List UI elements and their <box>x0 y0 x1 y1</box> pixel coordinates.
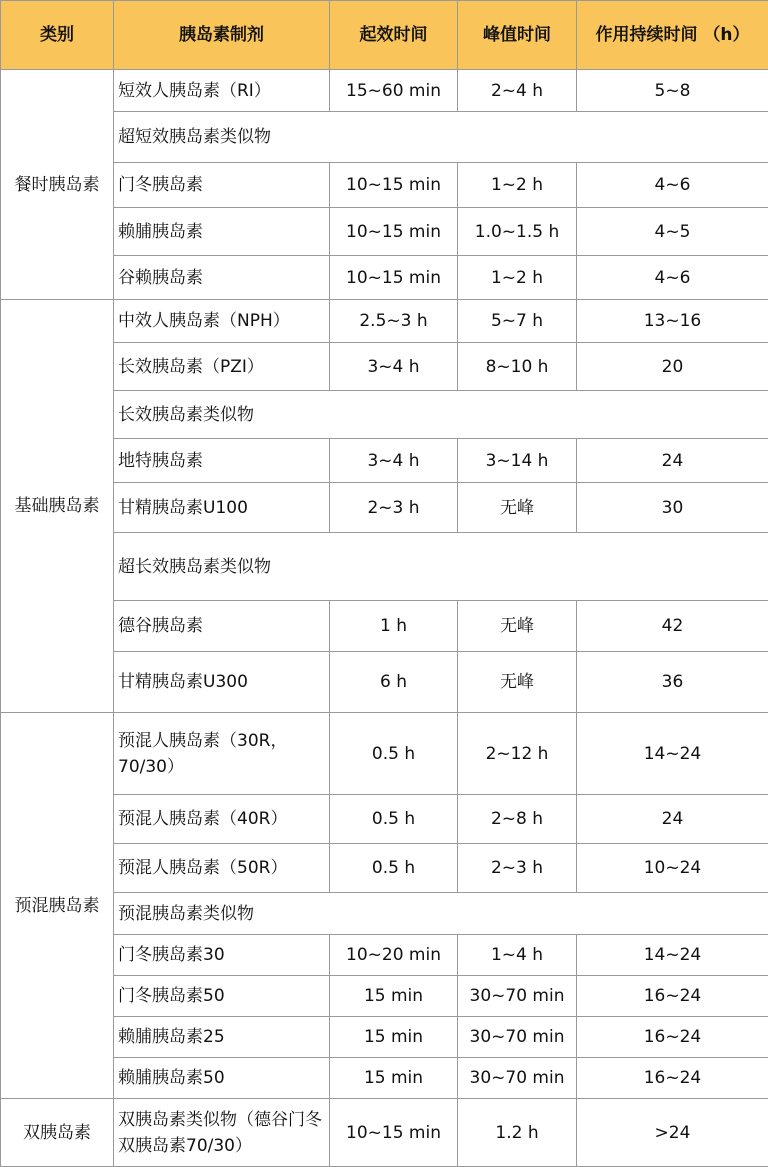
onset-cell: 0.5 h <box>330 795 458 844</box>
subheading-row <box>1 391 768 439</box>
preparation-cell: 门冬胰岛素50 <box>114 976 330 1017</box>
header-category: 类别 <box>1 1 114 70</box>
subheading-cell: 超短效胰岛素类似物 <box>114 112 768 163</box>
preparation-cell: 赖脯胰岛素25 <box>114 1017 330 1058</box>
peak-cell: 5~7 h <box>458 300 577 343</box>
duration-cell: 4~6 <box>577 163 768 208</box>
table-row <box>1 795 768 844</box>
preparation-cell: 德谷胰岛素 <box>114 601 330 652</box>
subheading-cell: 超长效胰岛素类似物 <box>114 533 768 601</box>
onset-cell: 15 min <box>330 976 458 1017</box>
subheading-row <box>1 533 768 601</box>
duration-cell: 10~24 <box>577 844 768 893</box>
onset-cell: 6 h <box>330 652 458 713</box>
onset-cell: 15~60 min <box>330 70 458 112</box>
table-row <box>1 935 768 976</box>
duration-cell: 36 <box>577 652 768 713</box>
duration-cell: 24 <box>577 795 768 844</box>
header-preparation: 胰岛素制剂 <box>114 1 330 70</box>
duration-cell: 5~8 <box>577 70 768 112</box>
duration-cell: 16~24 <box>577 1017 768 1058</box>
preparation-cell: 谷赖胰岛素 <box>114 256 330 300</box>
preparation-cell: 门冬胰岛素30 <box>114 935 330 976</box>
category-cell: 基础胰岛素 <box>1 300 114 713</box>
onset-cell: 1 h <box>330 601 458 652</box>
category-cell: 预混胰岛素 <box>1 713 114 1099</box>
table-row <box>1 163 768 208</box>
preparation-cell: 门冬胰岛素 <box>114 163 330 208</box>
peak-cell: 1~2 h <box>458 256 577 300</box>
peak-cell: 2~4 h <box>458 70 577 112</box>
table-row <box>1 1099 768 1167</box>
onset-cell: 10~15 min <box>330 256 458 300</box>
table-row <box>1 208 768 256</box>
duration-cell: 30 <box>577 483 768 533</box>
preparation-cell: 预混人胰岛素（50R） <box>114 844 330 893</box>
table-row <box>1 256 768 300</box>
peak-cell: 30~70 min <box>458 976 577 1017</box>
peak-cell: 30~70 min <box>458 1017 577 1058</box>
preparation-cell: 预混人胰岛素（30R，70/30） <box>114 713 330 795</box>
peak-cell: 2~8 h <box>458 795 577 844</box>
peak-cell: 2~12 h <box>458 713 577 795</box>
onset-cell: 2~3 h <box>330 483 458 533</box>
peak-cell: 30~70 min <box>458 1058 577 1099</box>
preparation-cell: 双胰岛素类似物（德谷门冬双胰岛素70/30） <box>114 1099 330 1167</box>
category-cell: 餐时胰岛素 <box>1 70 114 300</box>
duration-cell: 14~24 <box>577 935 768 976</box>
peak-cell: 无峰 <box>458 601 577 652</box>
duration-cell: 24 <box>577 439 768 483</box>
table-row <box>1 1017 768 1058</box>
duration-cell: 42 <box>577 601 768 652</box>
header-duration: 作用持续时间 （h） <box>577 1 768 70</box>
table-row <box>1 343 768 391</box>
onset-cell: 2.5~3 h <box>330 300 458 343</box>
table-row <box>1 976 768 1017</box>
peak-cell: 1.0~1.5 h <box>458 208 577 256</box>
duration-cell: 20 <box>577 343 768 391</box>
onset-cell: 10~20 min <box>330 935 458 976</box>
subheading-cell: 长效胰岛素类似物 <box>114 391 768 439</box>
peak-cell: 1~2 h <box>458 163 577 208</box>
onset-cell: 10~15 min <box>330 163 458 208</box>
onset-cell: 0.5 h <box>330 844 458 893</box>
table-row <box>1 652 768 713</box>
duration-cell: 4~6 <box>577 256 768 300</box>
category-cell: 双胰岛素 <box>1 1099 114 1167</box>
header-onset: 起效时间 <box>330 1 458 70</box>
subheading-row <box>1 112 768 163</box>
onset-cell: 3~4 h <box>330 439 458 483</box>
peak-cell: 无峰 <box>458 483 577 533</box>
preparation-cell: 赖脯胰岛素50 <box>114 1058 330 1099</box>
preparation-cell: 短效人胰岛素（RI） <box>114 70 330 112</box>
preparation-cell: 地特胰岛素 <box>114 439 330 483</box>
subheading-row <box>1 893 768 935</box>
preparation-cell: 甘精胰岛素U300 <box>114 652 330 713</box>
duration-cell: 4~5 <box>577 208 768 256</box>
onset-cell: 10~15 min <box>330 208 458 256</box>
preparation-cell: 中效人胰岛素（NPH） <box>114 300 330 343</box>
onset-cell: 10~15 min <box>330 1099 458 1167</box>
preparation-cell: 甘精胰岛素U100 <box>114 483 330 533</box>
table-row <box>1 844 768 893</box>
table-row <box>1 483 768 533</box>
preparation-cell: 赖脯胰岛素 <box>114 208 330 256</box>
duration-cell: >24 <box>577 1099 768 1167</box>
onset-cell: 15 min <box>330 1058 458 1099</box>
onset-cell: 0.5 h <box>330 713 458 795</box>
table-row <box>1 439 768 483</box>
peak-cell: 1~4 h <box>458 935 577 976</box>
preparation-cell: 预混人胰岛素（40R） <box>114 795 330 844</box>
table-row <box>1 300 768 343</box>
table-row <box>1 601 768 652</box>
table-row <box>1 70 768 112</box>
duration-cell: 16~24 <box>577 976 768 1017</box>
duration-cell: 13~16 <box>577 300 768 343</box>
peak-cell: 8~10 h <box>458 343 577 391</box>
peak-cell: 无峰 <box>458 652 577 713</box>
duration-cell: 14~24 <box>577 713 768 795</box>
peak-cell: 3~14 h <box>458 439 577 483</box>
onset-cell: 15 min <box>330 1017 458 1058</box>
header-peak: 峰值时间 <box>458 1 577 70</box>
table-row <box>1 713 768 795</box>
header-row <box>1 1 768 70</box>
peak-cell: 2~3 h <box>458 844 577 893</box>
duration-cell: 16~24 <box>577 1058 768 1099</box>
peak-cell: 1.2 h <box>458 1099 577 1167</box>
preparation-cell: 长效胰岛素（PZI） <box>114 343 330 391</box>
table-row <box>1 1058 768 1099</box>
onset-cell: 3~4 h <box>330 343 458 391</box>
subheading-cell: 预混胰岛素类似物 <box>114 893 768 935</box>
